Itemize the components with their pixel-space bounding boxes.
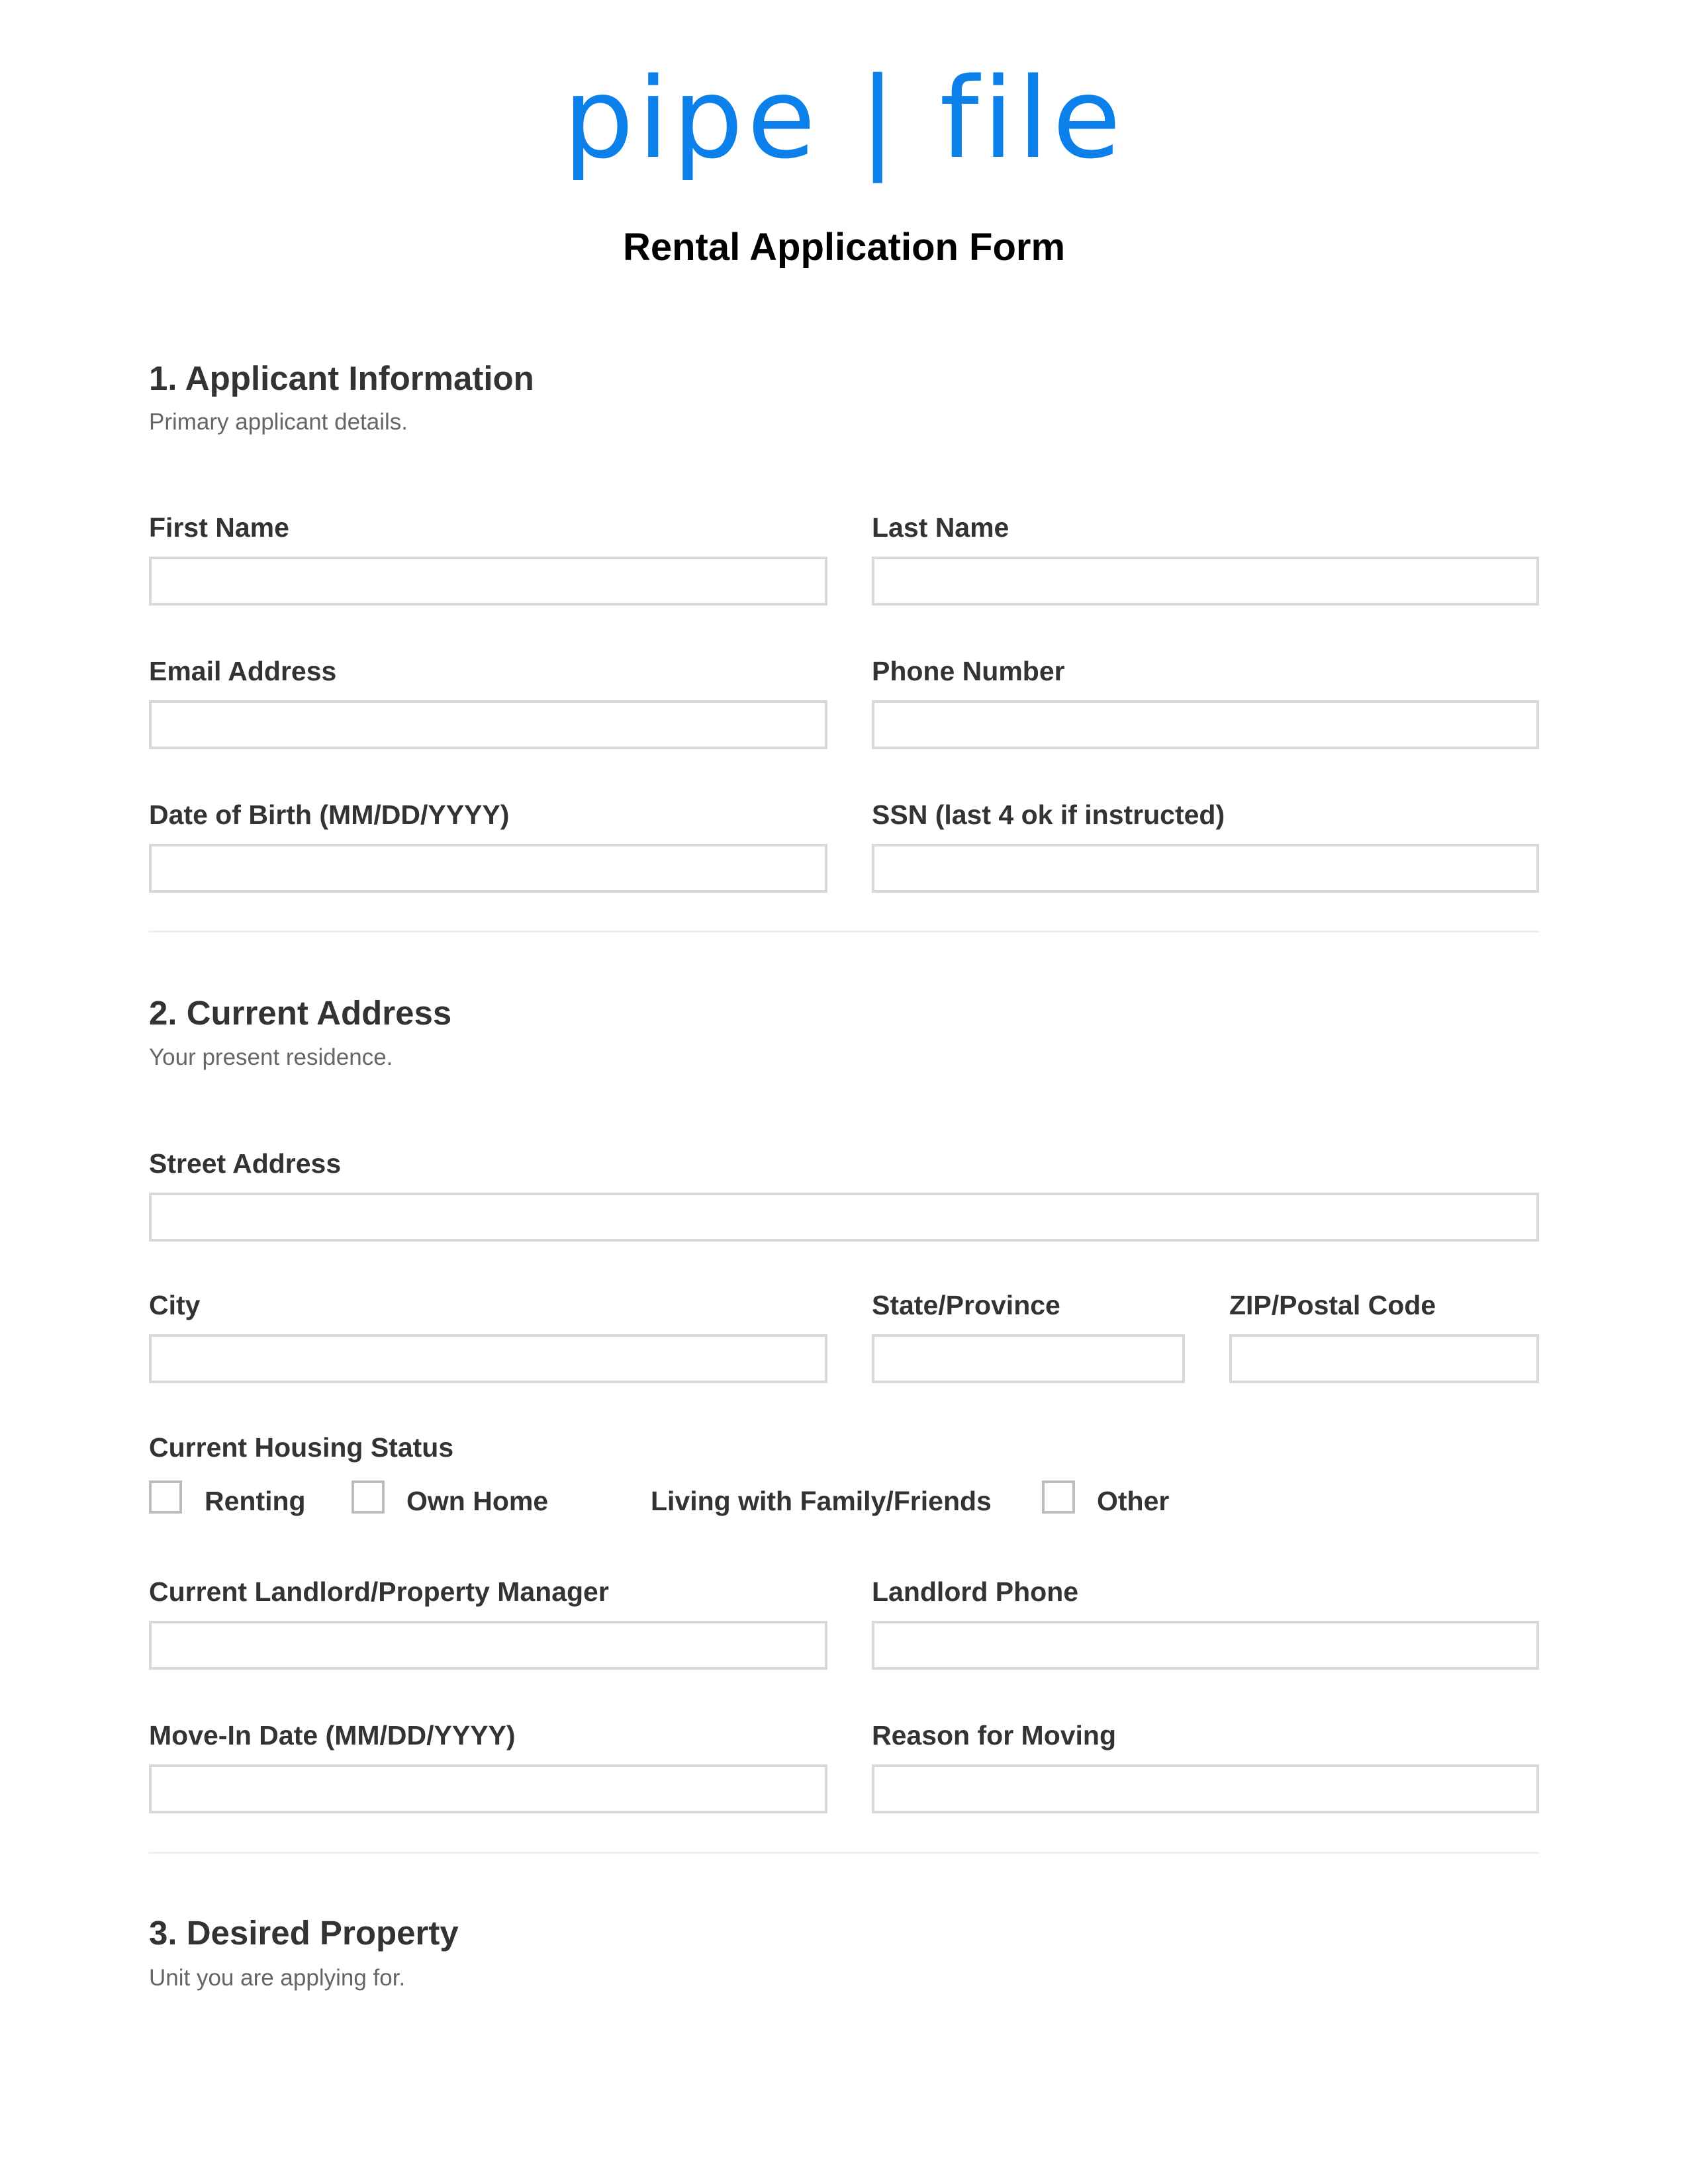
move-in-date-label: Move-In Date (MM/DD/YYYY) (149, 1720, 516, 1751)
city-input[interactable] (149, 1334, 827, 1383)
renting-option-label[interactable]: Renting (205, 1486, 306, 1516)
zip-input[interactable] (1229, 1334, 1539, 1383)
reason-for-moving-input[interactable] (872, 1764, 1539, 1813)
section-divider (149, 931, 1539, 933)
state-input[interactable] (872, 1334, 1185, 1383)
ssn-input[interactable] (872, 844, 1539, 893)
living-with-family-option-label[interactable]: Living with Family/Friends (651, 1486, 992, 1516)
reason-for-moving-label: Reason for Moving (872, 1720, 1117, 1751)
section-subtitle: Your present residence. (149, 1044, 393, 1070)
city-label: City (149, 1290, 201, 1320)
section-heading: 1. Applicant Information (149, 359, 534, 397)
landlord-phone-label: Landlord Phone (872, 1576, 1079, 1607)
move-in-date-input[interactable] (149, 1764, 827, 1813)
last-name-input[interactable] (872, 557, 1539, 606)
brand-logo: pipe | file (563, 54, 1125, 183)
email-input[interactable] (149, 700, 827, 749)
section-subtitle: Primary applicant details. (149, 409, 408, 435)
form-title: Rental Application Form (622, 226, 1066, 269)
section-heading: 3. Desired Property (149, 1914, 459, 1952)
living-with-family-checkbox[interactable] (596, 1480, 629, 1514)
renting-checkbox[interactable] (149, 1480, 182, 1514)
other-option-label[interactable]: Other (1097, 1486, 1170, 1516)
landlord-input[interactable] (149, 1621, 827, 1670)
zip-label: ZIP/Postal Code (1229, 1290, 1436, 1320)
section-heading: 2. Current Address (149, 994, 452, 1032)
email-label: Email Address (149, 656, 337, 686)
phone-label: Phone Number (872, 656, 1065, 686)
state-label: State/Province (872, 1290, 1060, 1320)
section-subtitle: Unit you are applying for. (149, 1965, 406, 1991)
dob-input[interactable] (149, 844, 827, 893)
first-name-input[interactable] (149, 557, 827, 606)
landlord-phone-input[interactable] (872, 1621, 1539, 1670)
section-divider (149, 1852, 1539, 1854)
first-name-label: First Name (149, 512, 289, 543)
last-name-label: Last Name (872, 512, 1009, 543)
phone-input[interactable] (872, 700, 1539, 749)
dob-label: Date of Birth (MM/DD/YYYY) (149, 799, 510, 830)
ssn-label: SSN (last 4 ok if instructed) (872, 799, 1225, 830)
housing-status-label: Current Housing Status (149, 1432, 454, 1463)
street-address-label: Street Address (149, 1148, 342, 1179)
other-checkbox[interactable] (1042, 1480, 1075, 1514)
street-address-input[interactable] (149, 1193, 1539, 1242)
landlord-label: Current Landlord/Property Manager (149, 1576, 609, 1607)
own-home-option-label[interactable]: Own Home (406, 1486, 549, 1516)
own-home-checkbox[interactable] (352, 1480, 385, 1514)
